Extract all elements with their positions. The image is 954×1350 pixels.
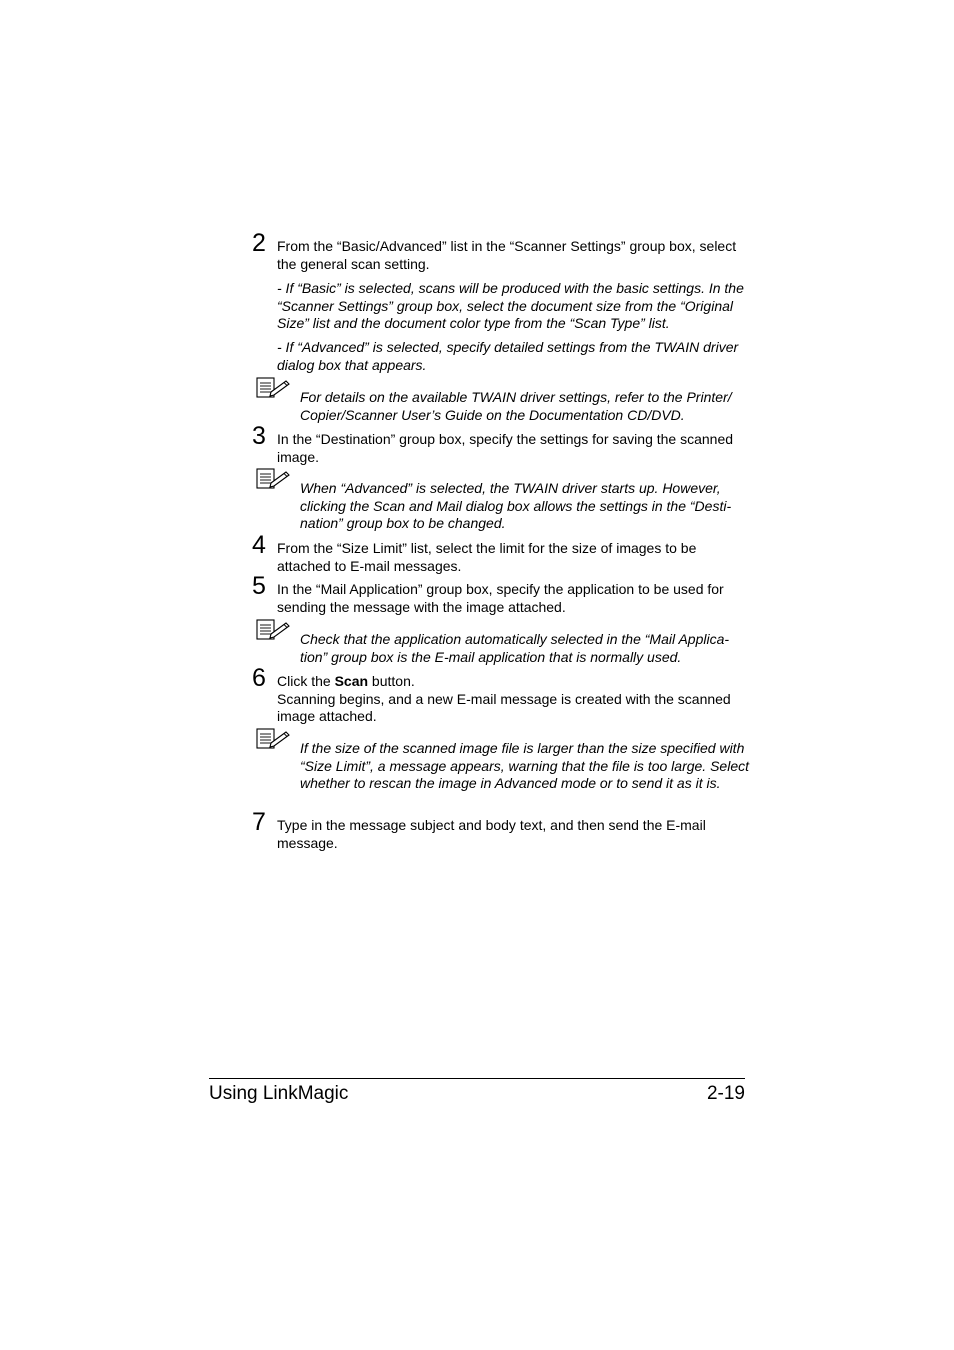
- note-pencil-icon: [255, 466, 291, 490]
- step-number: 7: [252, 808, 266, 836]
- step-text: From the “Basic/Advanced” list in the “Scanner Settings” group box, select the general scan setting.: [277, 238, 737, 272]
- note-pencil-icon: [255, 617, 291, 641]
- note-text: Check that the application automatically selected in the “Mail Applica- tion” group box is the E-mail application that is normally used.: [300, 631, 730, 665]
- step-text: Type in the message subject and body text, and then send the E-mail message.: [277, 817, 706, 851]
- step-text-post: button.: [368, 673, 415, 689]
- scan-button-label: Scan: [334, 673, 369, 689]
- footer-section-title: Using LinkMagic: [209, 1083, 349, 1104]
- note-text: If the size of the scanned image file is larger than the size specified with “Size Limit”, a message appears, warning that the file is too large. Select whether to rescan the image in Advanced mode or to send it as it is.: [300, 740, 749, 792]
- footer-page-number: 2-19: [706, 1083, 745, 1104]
- step-text: From the “Size Limit” list, select the limit for the size of images to be attached to E-mail messages.: [277, 540, 697, 574]
- step-number: 6: [252, 664, 266, 692]
- step-subtext-advanced: - If “Advanced” is selected, specify detailed settings from the TWAIN driver dialog box that appears.: [277, 339, 739, 373]
- step-result-text: Scanning begins, and a new E-mail message is created with the scanned image attached.: [277, 690, 731, 725]
- step-text: In the “Destination” group box, specify the settings for saving the scanned image.: [277, 431, 734, 465]
- step-number: 3: [252, 422, 266, 450]
- footer-rule: [209, 1078, 745, 1079]
- note-pencil-icon: [255, 375, 291, 399]
- step-text: [277, 673, 747, 691]
- note-text: For details on the available TWAIN driver settings, refer to the Printer/ Copier/Scanner User’s Guide on the Documentation CD/DVD.: [300, 389, 732, 423]
- step-number: 5: [252, 572, 266, 600]
- step-number: 4: [252, 531, 266, 559]
- note-text: When “Advanced” is selected, the TWAIN driver starts up. However, clicking the Scan and Mail dialog box allows the settings in the “Desti- nation” group box to be changed.: [300, 480, 732, 532]
- step-text: In the “Mail Application” group box, specify the application to be used for sending the message with the image attached.: [277, 581, 724, 615]
- step-number: 2: [252, 229, 266, 257]
- note-pencil-icon: [255, 726, 291, 750]
- step-text-pre: Click the: [277, 673, 335, 689]
- step-subtext-basic: - If “Basic” is selected, scans will be produced with the basic settings. In the “Scanner Settings” group box, select the document size from the “Original Size” list and the document color type from the “Scan Type” list.: [277, 280, 744, 332]
